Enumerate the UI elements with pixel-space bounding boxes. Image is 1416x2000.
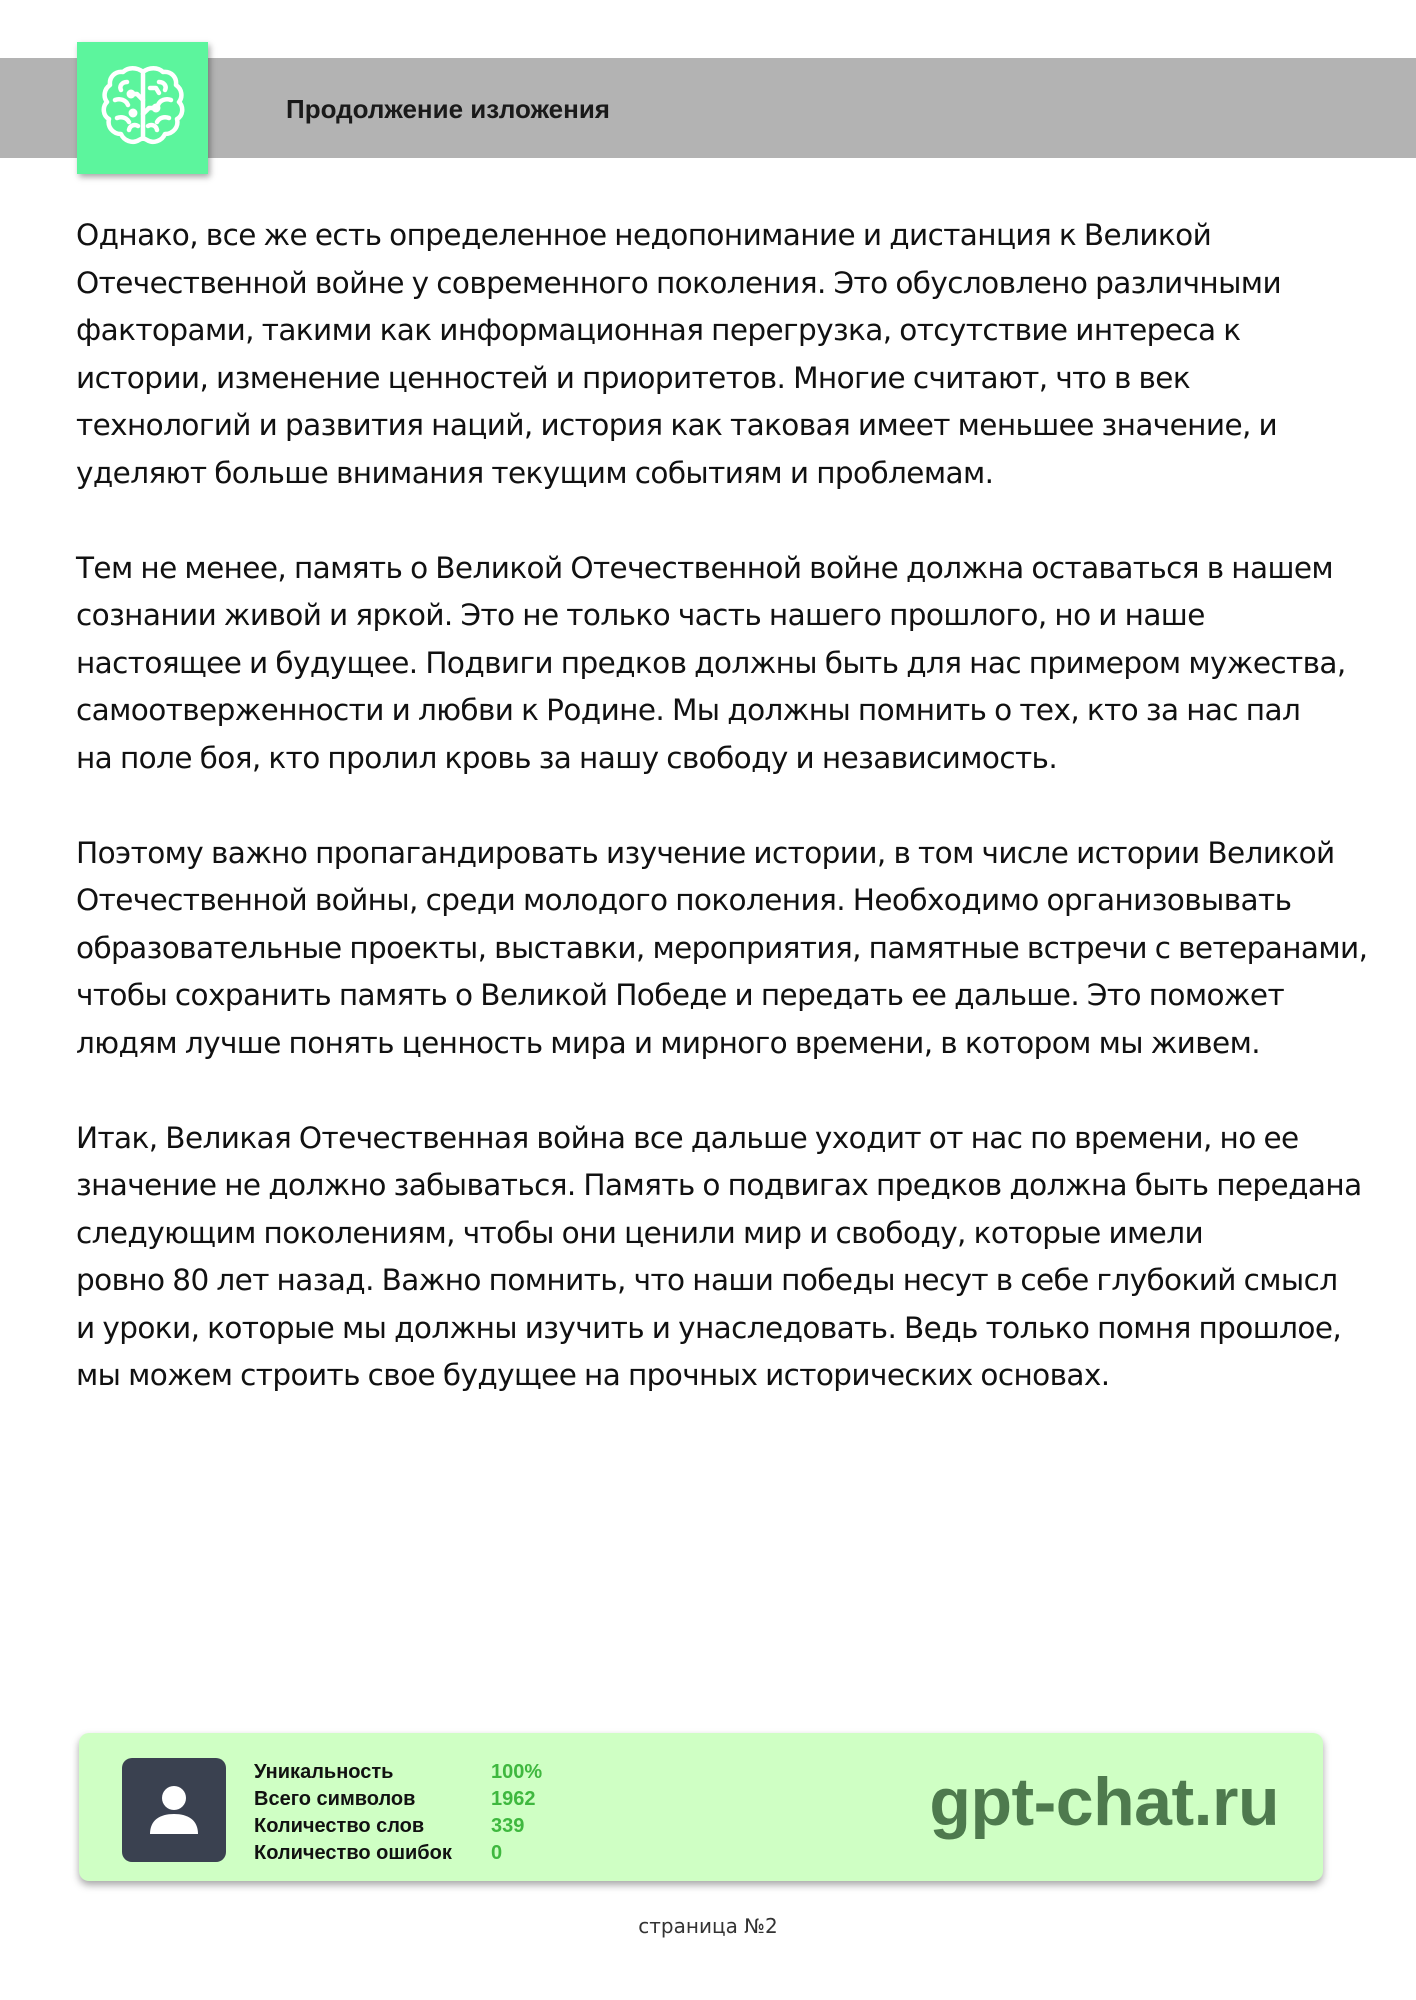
stat-label-uniqueness: Уникальность xyxy=(254,1761,394,1783)
brain-icon xyxy=(93,58,193,158)
document-body xyxy=(76,212,1396,1447)
stats-card xyxy=(79,1733,1323,1881)
stat-value-uniqueness: 100% xyxy=(491,1761,543,1783)
page-number: страница №2 xyxy=(638,1914,778,1938)
logo xyxy=(77,42,208,174)
page-title: Продолжение изложения xyxy=(286,94,610,124)
avatar xyxy=(122,1758,226,1862)
header-bar xyxy=(0,58,1416,158)
paragraph: Однако, все же есть определенное недопонимание и дистанция к Великой Отечественной войне у современного поколения. Это обусловлено различными факторами, такими как информационная перегрузка, отсутствие интереса к истории, изменение ценностей и приоритетов. Многие считают, что в век технологий и развития наций, история как таковая имеет меньшее значение, и уделяют больше внимания текущим событиям и проблемам. xyxy=(76,218,1282,490)
stat-value-characters: 1962 xyxy=(491,1788,536,1810)
stat-label-characters: Всего символов xyxy=(254,1788,416,1810)
stat-label-errors: Количество ошибок xyxy=(254,1842,452,1864)
user-icon xyxy=(142,1778,206,1842)
paragraph: Тем не менее, память о Великой Отечественной войне должна оставаться в нашем сознании живой и яркой. Это не только часть нашего прошлого, но и наше настоящее и будущее. Подвиги предков должны быть для нас примером мужества, самоотверженности и любви к Родине. Мы должны помнить о тех, кто за нас пал на поле боя, кто пролил кровь за нашу свободу и независимость. xyxy=(76,550,1346,775)
stat-value-words: 339 xyxy=(491,1815,525,1837)
stat-labels xyxy=(254,1759,452,1867)
paragraph: Поэтому важно пропагандировать изучение истории, в том числе истории Великой Отечественной войны, среди молодого поколения. Необходимо организовывать образовательные проекты, выставки, мероприятия, памятные встречи с ветеранами, чтобы сохранить память о Великой Победе и передать ее дальше. Это поможет людям лучше понять ценность мира и мирного времени, в котором мы живем. xyxy=(76,835,1368,1060)
brand-logo-text: gpt-chat.ru xyxy=(929,1764,1279,1840)
stat-values xyxy=(491,1759,542,1867)
paragraph: Итак, Великая Отечественная война все дальше уходит от нас по времени, но ее значение не должно забываться. Память о подвигах предков должна быть передана следующим поколениям, чтобы они ценили мир и свободу, которые имели ровно 80 лет назад. Важно помнить, что наши победы несут в себе глубокий смысл и уроки, которые мы должны изучить и унаследовать. Ведь только помня прошлое, мы можем строить свое будущее на прочных исторических основах. xyxy=(76,1120,1362,1392)
stat-label-words: Количество слов xyxy=(254,1815,425,1837)
stat-value-errors: 0 xyxy=(491,1842,503,1864)
